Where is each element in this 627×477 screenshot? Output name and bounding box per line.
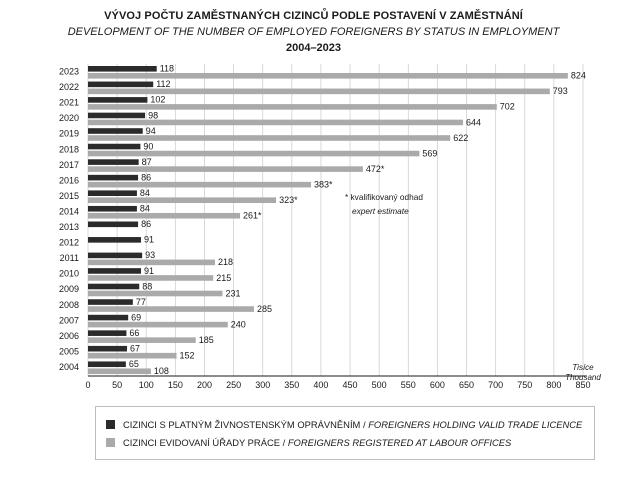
bar	[88, 89, 550, 95]
x-tick-label: 250	[226, 380, 242, 390]
chart-title: VÝVOJ POČTU ZAMĚSTNANÝCH CIZINCŮ PODLE POSTAVENÍ V ZAMĚSTNÁNÍ	[104, 10, 523, 22]
annotation-note: * kvalifikovaný odhad	[345, 192, 423, 202]
y-tick-label: 2004	[58, 361, 79, 372]
y-tick-label: 2013	[58, 222, 79, 232]
data-label: 94	[145, 125, 156, 136]
data-label: 185	[198, 334, 214, 345]
bar	[88, 104, 497, 110]
x-unit-label-en: Thousand	[565, 373, 601, 382]
legend-label-en: FOREIGNERS REGISTERED AT LABOUR OFFICES	[287, 436, 512, 448]
x-tick-label: 750	[517, 380, 533, 390]
y-tick-label: 2008	[58, 299, 79, 310]
y-tick-label: 2014	[58, 206, 79, 217]
data-label: 91	[143, 234, 155, 245]
y-tick-label: 2006	[58, 330, 79, 341]
bar	[88, 206, 137, 212]
data-label: 84	[139, 188, 150, 198]
y-tick-label: 2011	[59, 253, 79, 264]
y-tick-label: 2016	[58, 175, 79, 186]
y-tick-label: 2017	[58, 159, 79, 170]
x-tick-label: 200	[196, 380, 212, 390]
bar	[88, 368, 151, 374]
data-label: 285	[256, 303, 273, 314]
bar	[88, 182, 311, 188]
data-label: 86	[141, 219, 152, 230]
y-tick-label: 2021	[58, 97, 79, 108]
bar	[88, 73, 568, 79]
data-label: 231	[225, 288, 241, 299]
x-tick-label: 150	[167, 380, 183, 390]
data-label: 67	[130, 343, 141, 354]
y-tick-label: 2010	[58, 268, 79, 279]
legend-item-trade-licence	[106, 415, 584, 433]
x-tick-label: 650	[459, 380, 475, 390]
x-tick-label: 850	[575, 380, 591, 390]
data-label: 240	[230, 319, 246, 330]
data-label: 622	[453, 132, 469, 143]
bar	[88, 291, 223, 297]
bar	[88, 213, 240, 219]
y-tick-label: 2007	[58, 315, 79, 326]
data-label: 472*	[365, 163, 385, 174]
y-tick-label: 2009	[58, 284, 79, 295]
y-tick-label: 2005	[58, 346, 79, 357]
y-tick-label: 2023	[58, 66, 79, 77]
bar	[88, 353, 177, 359]
bar	[88, 190, 137, 196]
data-label: 69	[131, 312, 142, 323]
legend-swatch-light	[106, 438, 115, 447]
legend-separator: /	[279, 436, 288, 448]
legend-item-labour-offices	[106, 433, 584, 451]
legend	[95, 406, 595, 460]
bar	[88, 135, 450, 141]
data-label: 793	[552, 86, 568, 97]
legend-swatch-dark	[106, 420, 115, 429]
y-tick-label: 2012	[58, 237, 79, 248]
data-label: 702	[499, 101, 515, 112]
data-label: 98	[148, 110, 159, 121]
data-label: 87	[141, 156, 152, 167]
legend-label-cz: CIZINCI EVIDOVANÍ ÚŘADY PRÁCE	[123, 436, 280, 448]
x-tick-label: 0	[85, 380, 91, 390]
bar	[88, 253, 142, 259]
bar	[88, 346, 127, 352]
x-tick-label: 100	[138, 380, 154, 390]
data-label: 323*	[279, 195, 298, 205]
data-label: 569	[422, 148, 438, 159]
x-unit-label: Tisíce	[572, 363, 594, 372]
bar	[88, 120, 463, 126]
annotation-note-en: expert estimate	[352, 206, 409, 216]
y-tick-label: 2015	[58, 190, 79, 201]
bar	[88, 113, 145, 119]
data-label: 77	[135, 296, 146, 307]
data-label: 102	[150, 94, 166, 105]
data-label: 88	[142, 281, 153, 292]
x-tick-label: 400	[313, 380, 329, 390]
y-tick-labels	[59, 67, 79, 372]
legend-label-cz: CIZINCI S PLATNÝM ŽIVNOSTENSKÝM OPRÁVNĚNÍM	[123, 418, 361, 430]
bar	[88, 306, 254, 312]
data-label: 152	[179, 350, 195, 361]
x-tick-labels	[85, 380, 590, 390]
bar	[88, 260, 215, 266]
data-label: 644	[466, 117, 482, 128]
data-label: 108	[153, 366, 169, 377]
bar	[88, 128, 143, 134]
x-tick-label: 600	[429, 380, 445, 390]
x-tick-label: 500	[371, 380, 387, 390]
data-label: 65	[128, 359, 139, 370]
x-tick-label: 700	[488, 380, 504, 390]
bar	[88, 222, 138, 228]
bar	[88, 284, 139, 290]
y-tick-label: 2022	[58, 82, 79, 93]
legend-separator: /	[360, 418, 369, 430]
bar	[88, 322, 228, 328]
data-label: 91	[143, 265, 155, 276]
x-tick-label: 50	[112, 380, 123, 390]
x-tick-label: 550	[400, 380, 416, 390]
bar	[88, 361, 126, 367]
x-tick-label: 450	[342, 380, 358, 390]
bar	[88, 151, 419, 157]
data-label: 86	[141, 172, 152, 183]
y-tick-label: 2019	[58, 128, 79, 139]
legend-label-en: FOREIGNERS HOLDING VALID TRADE LICENCE	[368, 418, 583, 430]
data-label: 215	[216, 272, 232, 283]
data-label: 84	[139, 203, 150, 214]
x-tick-label: 800	[546, 380, 562, 390]
bar	[88, 337, 196, 343]
x-tick-label: 350	[284, 380, 300, 390]
data-label: 383*	[314, 179, 333, 190]
bar	[88, 299, 133, 305]
bar	[88, 166, 363, 172]
data-label: 112	[156, 79, 171, 90]
bar	[88, 237, 141, 243]
data-label: 218	[217, 257, 233, 268]
chart-period: 2004–2023	[285, 42, 342, 54]
bar	[88, 66, 157, 72]
data-label: 93	[145, 250, 156, 261]
bar	[88, 159, 139, 165]
data-label: 261*	[242, 210, 262, 221]
data-label: 90	[143, 141, 154, 152]
data-label: 824	[570, 70, 586, 81]
bar	[88, 275, 213, 281]
bar	[88, 315, 128, 321]
bar	[88, 175, 138, 181]
bar	[88, 144, 140, 150]
data-label: 66	[129, 327, 140, 338]
bar	[88, 97, 147, 103]
bar	[88, 330, 126, 336]
bar	[88, 197, 276, 203]
data-label: 118	[159, 63, 175, 74]
y-tick-label: 2020	[58, 113, 79, 124]
bar	[88, 268, 141, 274]
x-tick-label: 300	[255, 380, 271, 390]
y-tick-label: 2018	[58, 144, 79, 155]
chart-subtitle: DEVELOPMENT OF THE NUMBER OF EMPLOYED FOREIGNERS BY STATUS IN EMPLOYMENT	[67, 26, 560, 38]
bar	[88, 82, 153, 88]
data-labels	[129, 64, 586, 376]
